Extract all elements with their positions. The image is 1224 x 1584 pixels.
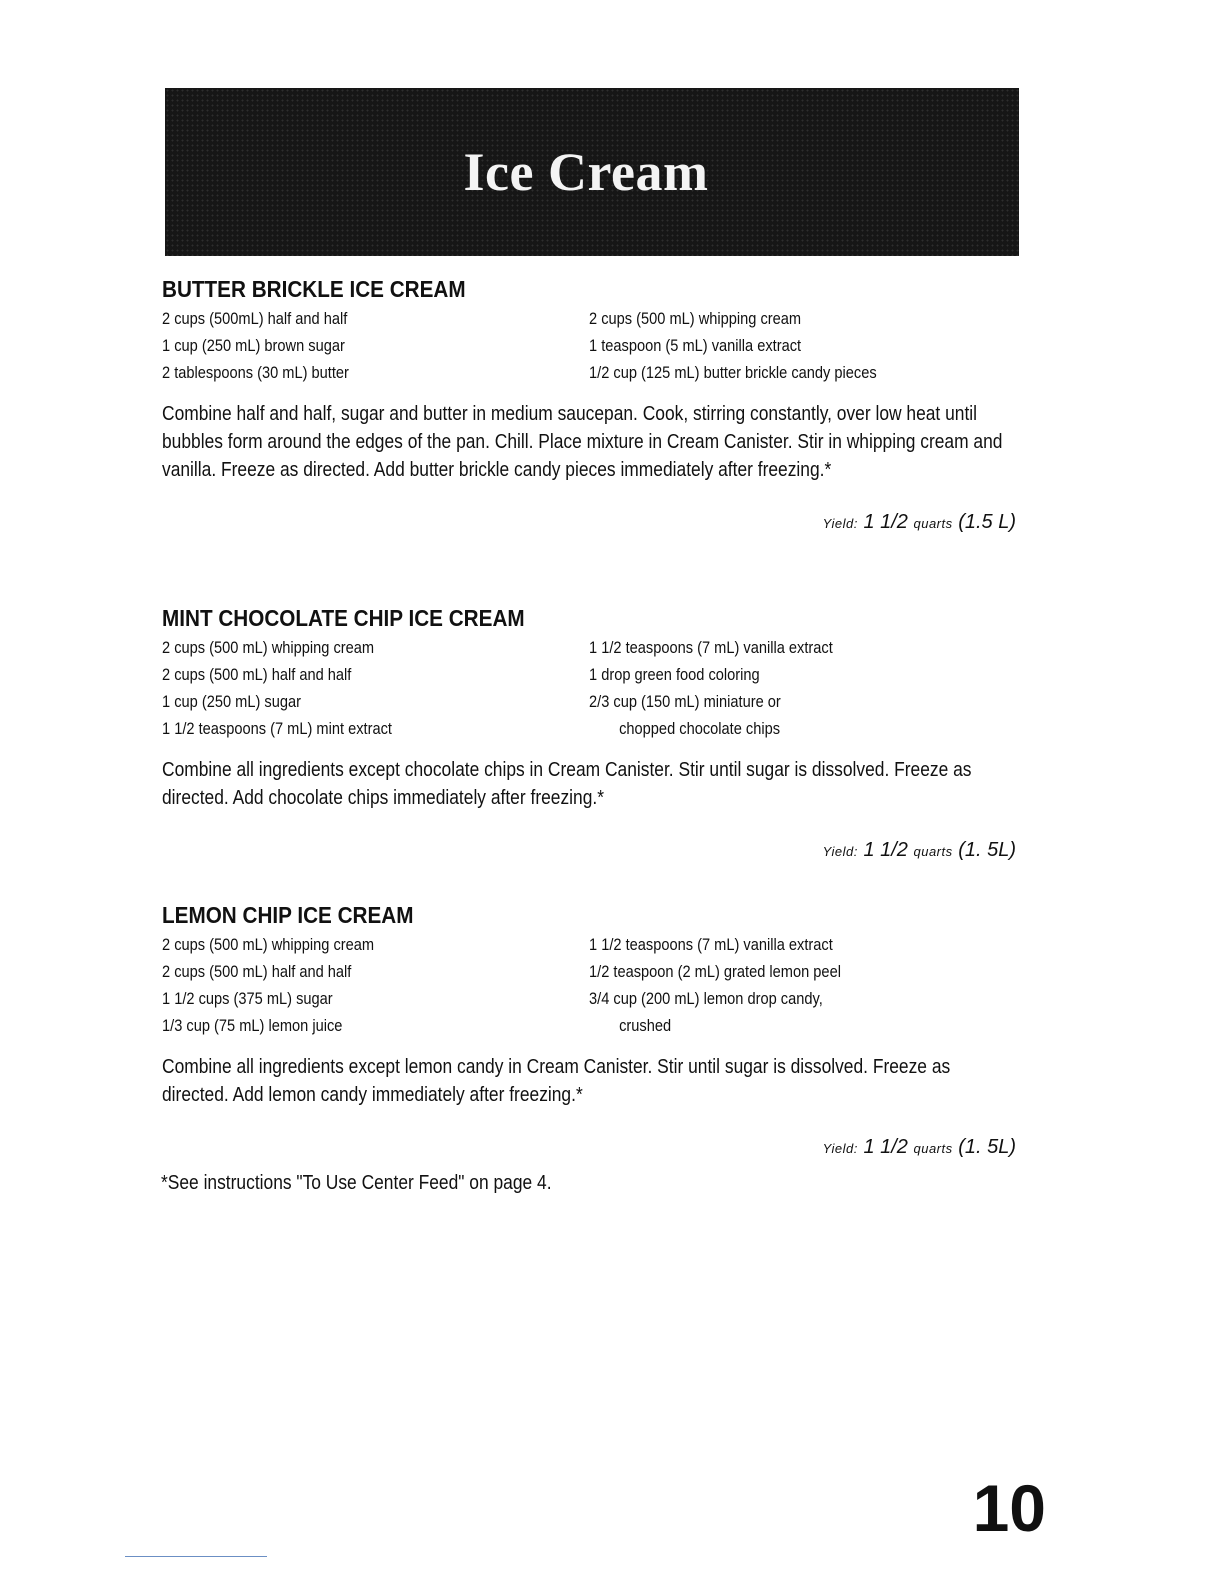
ingredient-item: 1/2 teaspoon (2 mL) grated lemon peel [589,962,841,981]
yield-unit: quarts [913,844,953,859]
ingredient-column-left [162,931,592,1039]
ingredient-item: 1 1/2 cups (375 mL) sugar [162,989,333,1008]
page-title: Ice Cream [463,142,709,202]
ingredient-column-right [589,305,1019,386]
ingredient-item: 1 1/2 teaspoons (7 mL) mint extract [162,719,392,738]
ingredient-column-left [162,634,592,742]
ingredient-item-continued: chopped chocolate chips [619,719,781,738]
ingredient-item: 2 cups (500 mL) half and half [162,665,352,684]
footnote: *See instructions "To Use Center Feed" on page 4. [161,1172,552,1194]
recipe-lemon-chip [160,900,1020,1163]
ingredient-item: 1 1/2 teaspoons (7 mL) vanilla extract [589,638,833,657]
recipe-mint-chocolate-chip [160,603,1020,866]
ingredient-item: 1/3 cup (75 mL) lemon juice [162,1016,343,1035]
ingredient-list [160,634,1020,742]
ingredient-column-left [162,305,592,386]
yield-metric: (1. 5L) [958,839,1016,861]
ingredient-item: 2 tablespoons (30 mL) butter [162,363,349,382]
ingredient-item: 1 teaspoon (5 mL) vanilla extract [589,336,802,355]
yield-amount: 1 1/2 [863,511,908,533]
yield-unit: quarts [913,516,953,531]
ingredient-column-right [589,634,1019,742]
recipe-title: MINT CHOCOLATE CHIP ICE CREAM [162,605,525,631]
ingredient-item: 3/4 cup (200 mL) lemon drop candy, [589,989,823,1008]
ingredient-item: 2/3 cup (150 mL) miniature or [589,692,781,711]
header-banner [165,88,1019,256]
ingredient-item: 1 cup (250 mL) brown sugar [162,336,345,355]
ingredient-item: 1 cup (250 mL) sugar [162,692,301,711]
ingredient-item: 2 cups (500mL) half and half [162,309,348,328]
yield-label: Yield: [822,1141,858,1156]
ingredient-column-right [589,931,1019,1039]
recipe-yield [160,508,1016,538]
yield-metric: (1. 5L) [958,1136,1016,1158]
page-number: 10 [972,1471,1046,1545]
yield-amount: 1 1/2 [863,839,908,861]
ingredient-item: 1 drop green food coloring [589,665,760,684]
ingredient-item: 2 cups (500 mL) whipping cream [589,309,802,328]
yield-label: Yield: [822,516,858,531]
ingredient-item: 1/2 cup (125 mL) butter brickle candy pieces [589,363,877,382]
yield-label: Yield: [822,844,858,859]
recipe-butter-brickle [160,274,1020,538]
ingredient-item: 2 cups (500 mL) half and half [162,962,352,981]
recipe-title: LEMON CHIP ICE CREAM [162,902,414,928]
recipe-directions: Combine half and half, sugar and butter in medium saucepan. Cook, stirring constantly, over low heat until bubbles form around the edges of the pan. Chill. Place mixture in Cream Canister. Stir in whipping cream and vanilla. Freeze as directed. Add butter brickle candy pieces immediately after freezing.* [162,403,1003,481]
corner-divider [125,1556,267,1557]
ingredient-item: 1 1/2 teaspoons (7 mL) vanilla extract [589,935,833,954]
ingredient-item-continued: crushed [619,1016,672,1035]
ingredient-item: 2 cups (500 mL) whipping cream [162,638,375,657]
yield-unit: quarts [913,1141,953,1156]
ingredient-list [160,931,1020,1039]
yield-amount: 1 1/2 [863,1136,908,1158]
ingredient-list [160,305,1020,386]
recipe-yield [160,1133,1016,1163]
recipe-yield [160,836,1016,866]
yield-metric: (1.5 L) [958,511,1016,533]
ingredient-item: 2 cups (500 mL) whipping cream [162,935,375,954]
recipe-directions: Combine all ingredients except lemon candy in Cream Canister. Stir until sugar is dissolved. Freeze as directed. Add lemon candy immediately after freezing.* [162,1056,951,1106]
recipe-directions: Combine all ingredients except chocolate chips in Cream Canister. Stir until sugar is dissolved. Freeze as directed. Add chocolate chips immediately after freezing.* [162,759,972,809]
recipe-title: BUTTER BRICKLE ICE CREAM [162,276,466,302]
